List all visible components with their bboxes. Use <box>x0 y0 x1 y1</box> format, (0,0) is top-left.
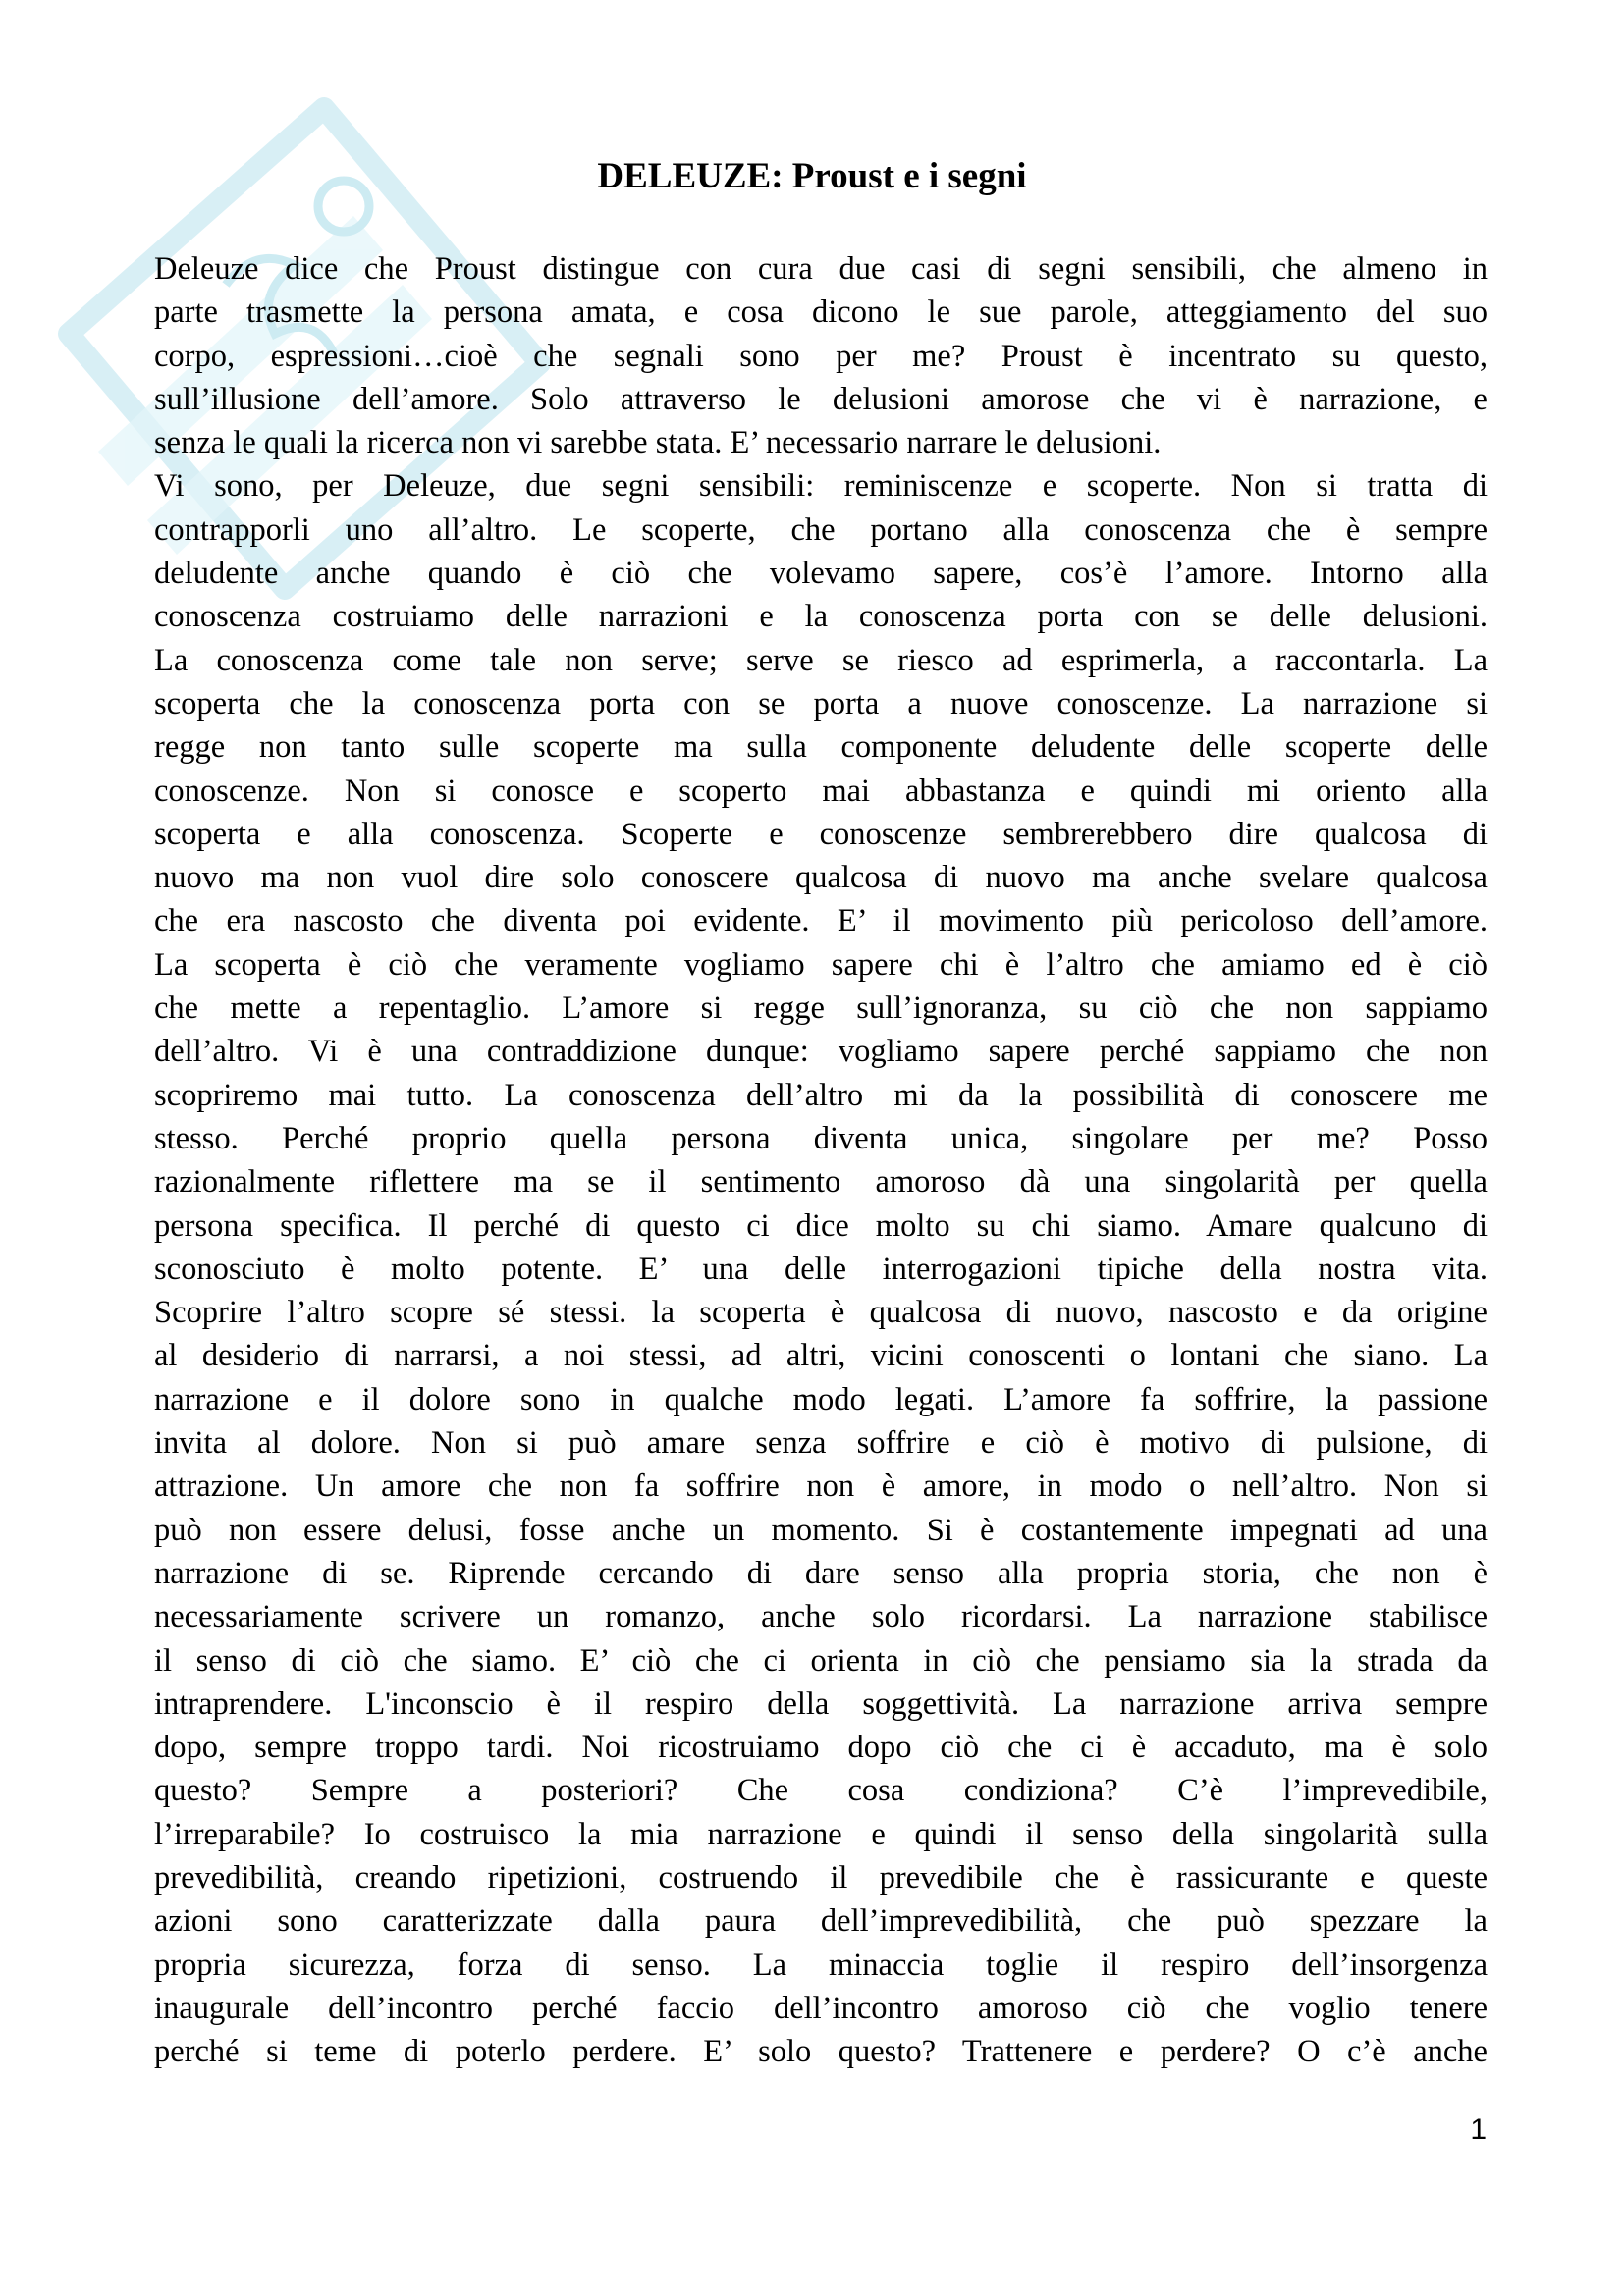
text-line: il senso di ciò che siamo. E’ ciò che ci orienta in ciò che pensiamo sia la strada da <box>154 1642 1488 1679</box>
text-line: dell’altro. Vi è una contraddizione dunque: vogliamo sapere perché sappiamo che non <box>154 1034 1488 1070</box>
text-line: nuovo ma non vuol dire solo conoscere qualcosa di nuovo ma anche svelare qualcosa <box>154 860 1488 896</box>
text-line: corpo, espressioni…cioè che segnali sono per me? Proust è incentrato su questo, <box>154 338 1488 374</box>
text-line: deludente anche quando è ciò che volevamo sapere, cos’è l’amore. Intorno alla <box>154 556 1488 592</box>
text-line: razionalmente riflettere ma se il sentimento amoroso dà una singolarità per quella <box>154 1164 1488 1201</box>
text-line: scopriremo mai tutto. La conoscenza dell’altro mi da la possibilità di conoscere me <box>154 1077 1488 1113</box>
text-line: dopo, sempre troppo tardi. Noi ricostruiamo dopo ciò che ci è accaduto, ma è solo <box>154 1730 1488 1766</box>
text-line: Scoprire l’altro scopre sé stessi. la scoperta è qualcosa di nuovo, nascosto e da origine <box>154 1295 1488 1331</box>
text-line: La scoperta è ciò che veramente vogliamo sapere chi è l’altro che amiamo ed è ciò <box>154 946 1488 983</box>
text-line: narrazione di se. Riprende cercando di dare senso alla propria storia, che non è <box>154 1555 1488 1591</box>
text-line: sconosciuto è molto potente. E’ una delle interrogazioni tipiche della nostra vita. <box>154 1251 1488 1287</box>
paragraph <box>154 464 1488 2073</box>
text-line: Vi sono, per Deleuze, due segni sensibili: reminiscenze e scoperte. Non si tratta di <box>154 468 1488 505</box>
document-body <box>154 247 1488 2073</box>
paragraph <box>154 247 1488 464</box>
text-line: che era nascosto che diventa poi evidente. E’ il movimento più pericoloso dell’amore. <box>154 903 1488 939</box>
text-line: propria sicurezza, forza di senso. La minaccia toglie il respiro dell’insorgenza <box>154 1947 1488 1983</box>
text-line: stesso. Perché proprio quella persona diventa unica, singolare per me? Posso <box>154 1120 1488 1156</box>
text-line: attrazione. Un amore che non fa soffrire non è amore, in modo o nell’altro. Non si <box>154 1468 1488 1505</box>
text-line: invita al dolore. Non si può amare senza soffrire e ciò è motivo di pulsione, di <box>154 1425 1488 1462</box>
text-line: sull’illusione dell’amore. Solo attraverso le delusioni amorose che vi è narrazione, e <box>154 381 1488 417</box>
text-line: scoperta che la conoscenza porta con se porta a nuove conoscenze. La narrazione si <box>154 685 1488 721</box>
page-number: 1 <box>1470 2113 1487 2146</box>
text-line: necessariamente scrivere un romanzo, anche solo ricordarsi. La narrazione stabilisce <box>154 1599 1488 1635</box>
text-line: contrapporli uno all’altro. Le scoperte, che portano alla conoscenza che è sempre <box>154 511 1488 548</box>
text-line: intraprendere. L'inconscio è il respiro della soggettività. La narrazione arriva sempre <box>154 1685 1488 1722</box>
text-line: La conoscenza come tale non serve; serve se riesco ad esprimerla, a raccontarla. La <box>154 642 1488 678</box>
document-title: DELEUZE: Proust e i segni <box>597 156 1027 196</box>
text-line: senza le quali la ricerca non vi sarebbe stata. E’ necessario narrare le delusioni. <box>154 425 1162 461</box>
text-line: persona specifica. Il perché di questo ci dice molto su chi siamo. Amare qualcuno di <box>154 1207 1488 1244</box>
text-line: regge non tanto sulle scoperte ma sulla componente deludente delle scoperte delle <box>154 729 1488 766</box>
text-line: al desiderio di narrarsi, a noi stessi, ad altri, vicini conoscenti o lontani che siano. La <box>154 1338 1488 1374</box>
text-line: può non essere delusi, fosse anche un momento. Si è costantemente impegnati ad una <box>154 1512 1488 1548</box>
text-line: azioni sono caratterizzate dalla paura dell’imprevedibilità, che può spezzare la <box>154 1903 1488 1940</box>
text-line: inaugurale dell’incontro perché faccio dell’incontro amoroso ciò che voglio tenere <box>154 1990 1488 2026</box>
text-line: conoscenze. Non si conosce e scoperto mai abbastanza e quindi mi oriento alla <box>154 773 1488 809</box>
text-line: che mette a repentaglio. L’amore si regge sull’ignoranza, su ciò che non sappiamo <box>154 990 1488 1027</box>
text-line: narrazione e il dolore sono in qualche modo legati. L’amore fa soffrire, la passione <box>154 1381 1488 1417</box>
text-line: Deleuze dice che Proust distingue con cura due casi di segni sensibili, che almeno in <box>154 251 1488 287</box>
text-line: conoscenza costruiamo delle narrazioni e la conoscenza porta con se delle delusioni. <box>154 599 1488 635</box>
text-line: parte trasmette la persona amata, e cosa dicono le sue parole, atteggiamento del suo <box>154 294 1488 331</box>
text-line: l’irreparabile? Io costruisco la mia narrazione e quindi il senso della singolarità sulla <box>154 1816 1488 1852</box>
text-line: scoperta e alla conoscenza. Scoperte e conoscenze sembrerebbero dire qualcosa di <box>154 816 1488 852</box>
text-line: questo? Sempre a posteriori? Che cosa condiziona? C’è l’imprevedibile, <box>154 1773 1488 1809</box>
text-line: prevedibilità, creando ripetizioni, costruendo il prevedibile che è rassicurante e queste <box>154 1859 1488 1896</box>
text-line: perché si teme di poterlo perdere. E’ solo questo? Trattenere e perdere? O c’è anche <box>154 2034 1488 2070</box>
